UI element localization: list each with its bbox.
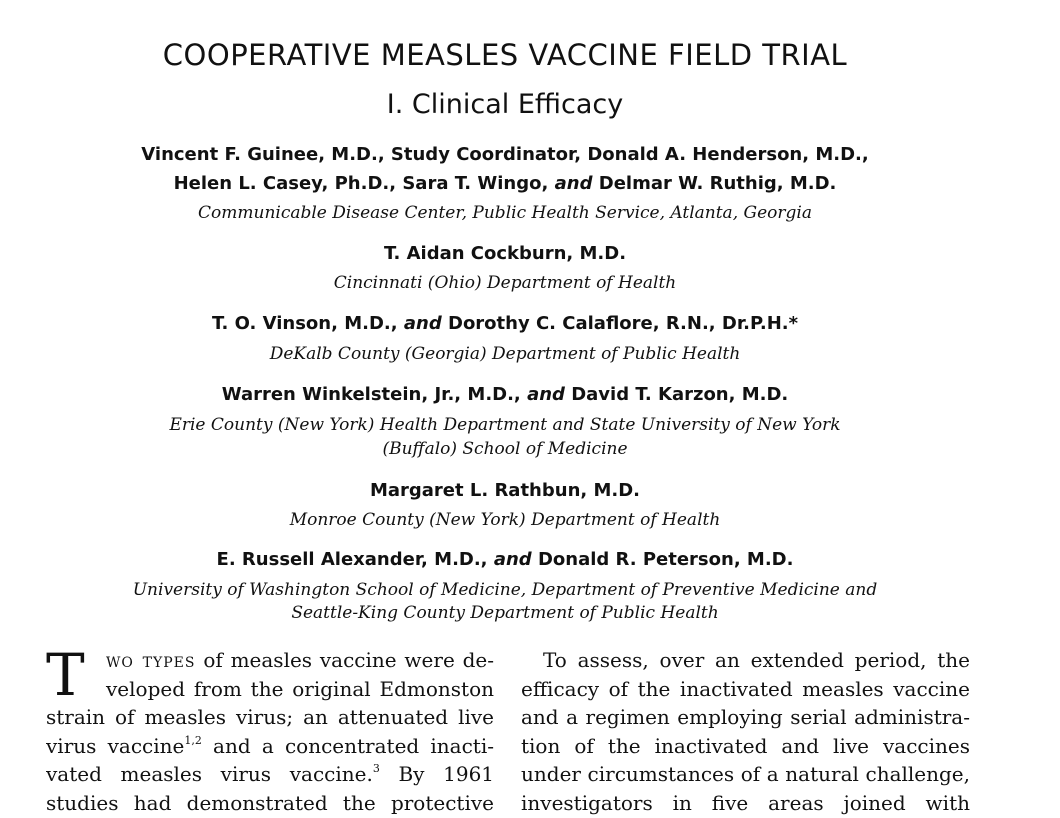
authors-names: Helen L. Casey, Ph.D., Sara T. Wingo,: [173, 173, 549, 194]
authors-names: David T. Karzon, M.D.: [571, 384, 789, 405]
authors-winkelstein: [0, 384, 1010, 405]
body-line: under circumstances of a natural challenge,: [521, 762, 970, 787]
authors-alexander: [0, 549, 1010, 570]
affiliation-cdc: Communicable Disease Center, Public Health Service, Atlanta, Georgia: [198, 203, 812, 223]
body-text: and a concentrated inacti-: [201, 733, 494, 758]
authors-names: E. Russell Alexander, M.D.,: [216, 549, 488, 570]
body-line: To assess, over an extended period, the: [543, 648, 970, 672]
first-word: wo types: [106, 648, 196, 672]
article-title: COOPERATIVE MEASLES VACCINE FIELD TRIAL: [162, 38, 848, 72]
authors-names: Donald R. Peterson, M.D.: [537, 549, 794, 570]
authors-and: and: [403, 313, 442, 334]
body-text: virus vaccine: [46, 733, 185, 758]
authors-names: Warren Winkelstein, Jr., M.D.,: [221, 384, 521, 405]
authors-and: and: [493, 549, 532, 570]
body-line: veloped from the original Edmonston: [106, 676, 494, 701]
citation: 3: [372, 762, 380, 776]
affiliation-monroe: Monroe County (New York) Department of Health: [289, 510, 721, 530]
body-column-right: [521, 646, 970, 818]
authors-rathbun: Margaret L. Rathbun, M.D.: [369, 480, 641, 501]
body-line: strain of measles virus; an attenuated live: [46, 705, 494, 730]
body-line: studies had demonstrated the protective: [46, 790, 494, 815]
affiliation-erie-2: (Buffalo) School of Medicine: [382, 439, 628, 459]
authors-names: Delmar W. Ruthig, M.D.: [598, 173, 837, 194]
body-text: of measles vaccine were de-: [195, 648, 494, 672]
authors-names: T. O. Vinson, M.D.,: [211, 313, 398, 334]
affiliation-dekalb: DeKalb County (Georgia) Department of Public Health: [269, 344, 741, 364]
body-line: [46, 732, 494, 761]
drop-cap: T: [46, 641, 85, 709]
authors-and: and: [554, 173, 593, 194]
authors-and: and: [527, 384, 565, 405]
body-column-left: [46, 641, 494, 818]
body-line: investigators in five areas joined with: [521, 790, 970, 815]
affiliation-washington-1: University of Washington School of Medicine, Department of Preventive Medicine and: [132, 580, 878, 600]
body-text: By 1961: [379, 762, 494, 787]
affiliation-erie-1: Erie County (New York) Health Department and State University of New York: [169, 415, 841, 435]
article-subtitle: I. Clinical Efficacy: [386, 89, 624, 120]
citation: 1,2: [184, 733, 202, 747]
affiliation-cincinnati: Cincinnati (Ohio) Department of Health: [333, 273, 677, 293]
body-line: [46, 646, 494, 675]
authors-line-2: [0, 173, 1010, 194]
body-line: tion of the inactivated and live vaccines: [521, 733, 970, 758]
authors-line-1: Vincent F. Guinee, M.D., Study Coordinator, Donald A. Henderson, M.D.,: [141, 144, 869, 165]
authors-cockburn: T. Aidan Cockburn, M.D.: [383, 243, 627, 264]
body-line: [46, 760, 494, 789]
authors-vinson: [0, 313, 1010, 334]
authors-names: Dorothy C. Calaflore, R.N., Dr.P.H.*: [448, 313, 799, 334]
affiliation-washington-2: Seattle-King County Department of Public Health: [291, 603, 719, 623]
body-text: vated measles virus vaccine.: [46, 762, 373, 787]
body-line: efficacy of the inactivated measles vaccine: [521, 676, 970, 701]
body-line: and a regimen employing serial administra-: [521, 705, 970, 730]
